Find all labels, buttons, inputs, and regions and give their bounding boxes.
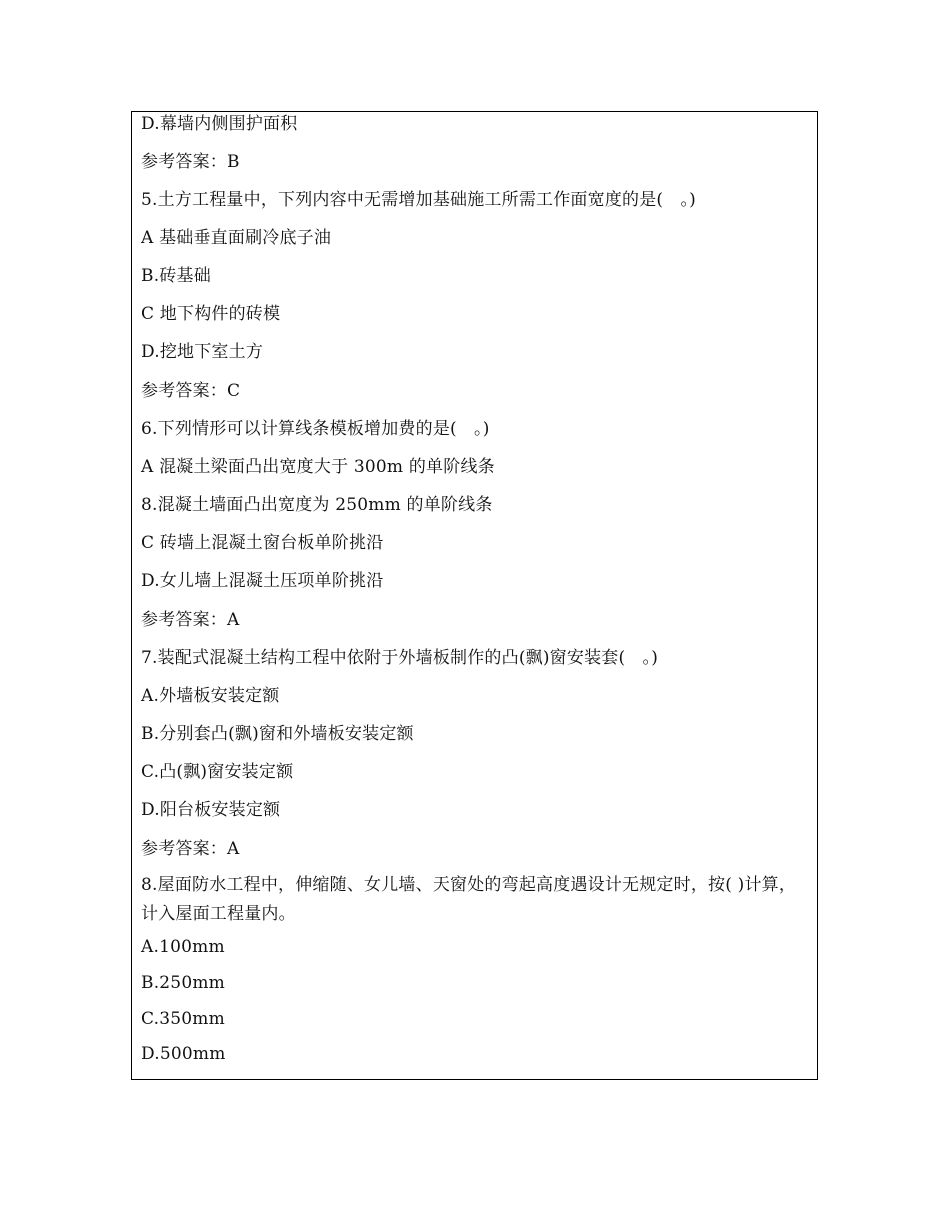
option-text: C.凸(飘)窗安装定额	[141, 762, 294, 782]
option-text: A 基础垂直面刷冷底子油	[141, 228, 332, 248]
question-text: 5.土方工程量中，下列内容中无需增加基础施工所需工作面宽度的是( 。)	[141, 190, 696, 210]
answer-text: 参考答案：B	[141, 152, 240, 172]
option-text: A 混凝土梁面凸出宽度大于 300m 的单阶线条	[141, 457, 495, 477]
option-text: C 砖墙上混凝土窗台板单阶挑沿	[141, 533, 384, 553]
option-text: A.外墙板安装定额	[141, 686, 280, 706]
option-text: B.分别套凸(飘)窗和外墙板安装定额	[141, 724, 414, 744]
question-text: 6.下列情形可以计算线条模板增加费的是( 。)	[141, 419, 490, 439]
option-text: A.100mm	[141, 937, 225, 957]
option-text: D.挖地下室土方	[141, 342, 264, 362]
question-text: 7.装配式混凝土结构工程中依附于外墙板制作的凸(飘)窗安装套( 。)	[141, 648, 659, 668]
option-text: D.女儿墙上混凝土压项单阶挑沿	[141, 571, 384, 591]
question-box	[131, 111, 818, 1080]
option-text: D.500mm	[141, 1044, 226, 1064]
option-text: B.250mm	[141, 973, 225, 993]
option-text: D.幕墙内侧围护面积	[141, 114, 298, 134]
option-text: 8.混凝土墙面凸出宽度为 250mm 的单阶线条	[141, 495, 493, 515]
answer-text: 参考答案：A	[141, 839, 240, 859]
option-text: C 地下构件的砖模	[141, 304, 281, 324]
answer-text: 参考答案：C	[141, 381, 241, 401]
question-text: 8.屋面防水工程中，伸缩随、女儿墙、天窗处的弯起高度遇设计无规定时，按( )计算，计入屋面工程量内。	[141, 875, 797, 924]
option-text: D.阳台板安装定额	[141, 800, 281, 820]
option-text: B.砖基础	[141, 266, 211, 286]
answer-text: 参考答案：A	[141, 610, 240, 630]
option-text: C.350mm	[141, 1009, 225, 1029]
